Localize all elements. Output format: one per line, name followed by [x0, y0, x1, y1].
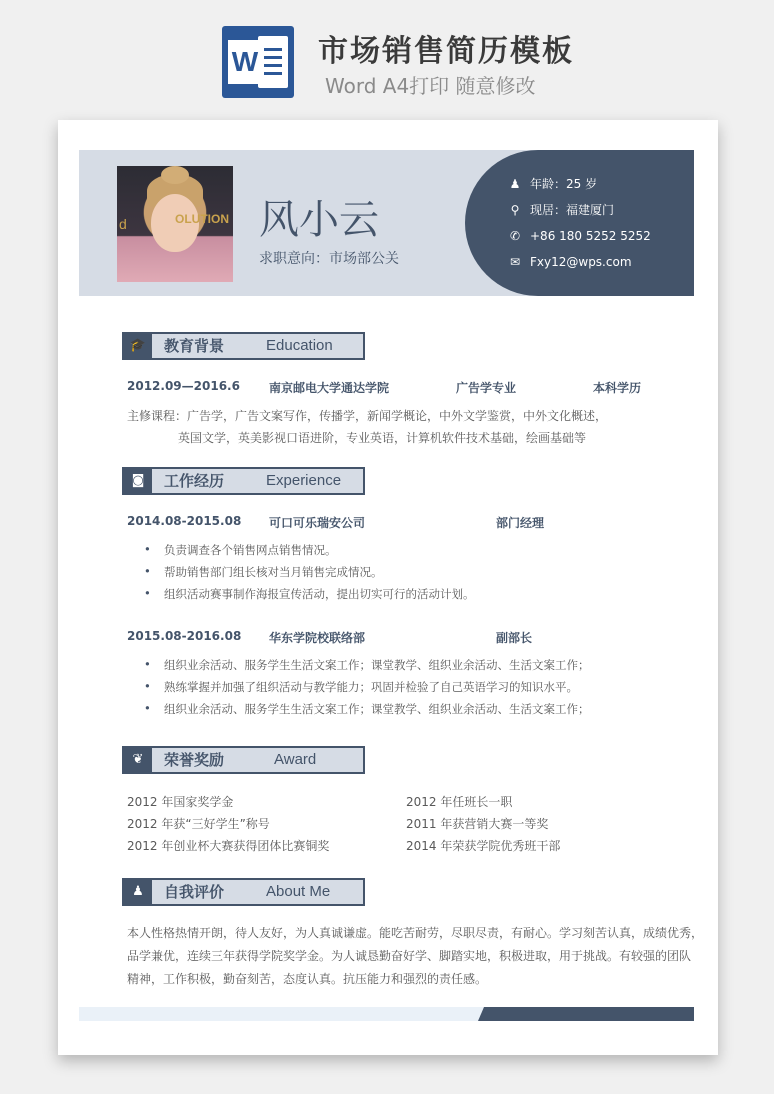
section-about-header: ♟ 自我评价 About Me [122, 878, 365, 906]
education-major: 广告学专业 [456, 381, 517, 395]
education-courses-line1: 主修课程：广告学，广告文案写作，传播学，新闻学概论，中外文学鉴赏，中外文化概述， [127, 409, 608, 423]
candidate-name: 风小云 [259, 197, 379, 243]
word-logo-letter: W [228, 40, 262, 84]
resume-page [58, 120, 718, 1055]
job-1-role: 部门经理 [496, 516, 545, 530]
footer-bar-dark [478, 1007, 694, 1021]
about-line: 品学兼优，连续三年获得学院奖学金。为人诚恳勤奋好学、脚踏实地，积极进取，用于挑战。有较强的团队 [127, 949, 692, 963]
photo-bg-text-left: d [119, 216, 127, 232]
mail-icon: ✉ [509, 255, 521, 269]
contact-phone: ✆ +86 180 5252 5252 [508, 226, 651, 246]
footer-bar-light [79, 1007, 484, 1021]
education-degree: 本科学历 [593, 381, 642, 395]
section-education-header: 🎓 教育背景 Education [122, 332, 365, 360]
award-item: 2012 年国家奖学金 [127, 795, 234, 809]
job-2-bullet: • 组织业余活动、服务学生生活文案工作；课堂教学、组织业余活动、生活文案工作； [164, 657, 590, 673]
section-experience-header: ◙ 工作经历 Experience [122, 467, 365, 495]
graduation-cap-icon: 🎓 [124, 334, 152, 358]
job-2-role: 副部长 [496, 631, 533, 645]
contact-email: ✉ Fxy12@wps.com [508, 252, 632, 272]
leaf-icon: ❦ [124, 748, 152, 772]
template-header [0, 0, 774, 110]
job-2-bullet: • 组织业余活动、服务学生生活文案工作；课堂教学、组织业余活动、生活文案工作； [164, 701, 590, 717]
section-award-header: ❦ 荣誉奖励 Award [122, 746, 365, 774]
word-logo-icon [222, 26, 294, 98]
person-icon: ♟ [509, 177, 521, 191]
education-courses-line2: 英国文学，英美影视口语进阶，专业英语，计算机软件技术基础，绘画基础等 [178, 431, 587, 445]
job-1-period: 2014.08-2015.08 [127, 514, 242, 528]
phone-icon: ✆ [509, 229, 521, 243]
education-school: 南京邮电大学通达学院 [269, 381, 390, 395]
award-item: 2012 年获“三好学生”称号 [127, 817, 270, 831]
education-period: 2012.09—2016.6 [127, 379, 240, 393]
contact-panel [465, 150, 694, 296]
mouse-icon: ◙ [124, 469, 152, 493]
contact-age: ♟ 年龄：25 岁 [508, 174, 597, 194]
about-line: 本人性格热情开朗，待人友好，为人真诚谦虚。能吃苦耐劳，尽职尽责，有耐心。学习刻苦认真，成绩优秀， [127, 926, 704, 940]
contact-location: ⚲ 现居：福建厦门 [508, 200, 614, 220]
job-1-bullet: • 帮助销售部门组长核对当月销售完成情况。 [164, 564, 383, 580]
about-line: 精神，工作积极，勤奋刻苦，态度认真。抗压能力和强烈的责任感。 [127, 972, 488, 986]
job-1-bullet: • 负责调查各个销售网点销售情况。 [164, 542, 337, 558]
award-item: 2011 年获营销大赛一等奖 [406, 817, 549, 831]
page-title: 市场销售简历模板 [318, 34, 574, 69]
photo-bg-text: OLUTION [175, 212, 229, 226]
job-2-bullet: • 熟练掌握并加强了组织活动与教学能力；巩固并检验了自己英语学习的知识水平。 [164, 679, 578, 695]
location-pin-icon: ⚲ [510, 203, 520, 217]
job-1-company: 可口可乐瑞安公司 [269, 516, 366, 530]
award-item: 2012 年任班长一职 [406, 795, 513, 809]
job-intent: 求职意向：市场部公关 [259, 251, 399, 267]
page-subtitle: Word A4打印 随意修改 [325, 74, 536, 98]
user-icon: ♟ [124, 880, 152, 904]
job-2-period: 2015.08-2016.08 [127, 629, 242, 643]
award-item: 2014 年荣获学院优秀班干部 [406, 839, 561, 853]
job-1-bullet: • 组织活动赛事制作海报宣传活动，提出切实可行的活动计划。 [164, 586, 475, 602]
job-2-company: 华东学院校联络部 [269, 631, 366, 645]
profile-photo [117, 166, 233, 282]
profile-banner [79, 150, 694, 296]
award-item: 2012 年创业杯大赛获得团体比赛铜奖 [127, 839, 330, 853]
